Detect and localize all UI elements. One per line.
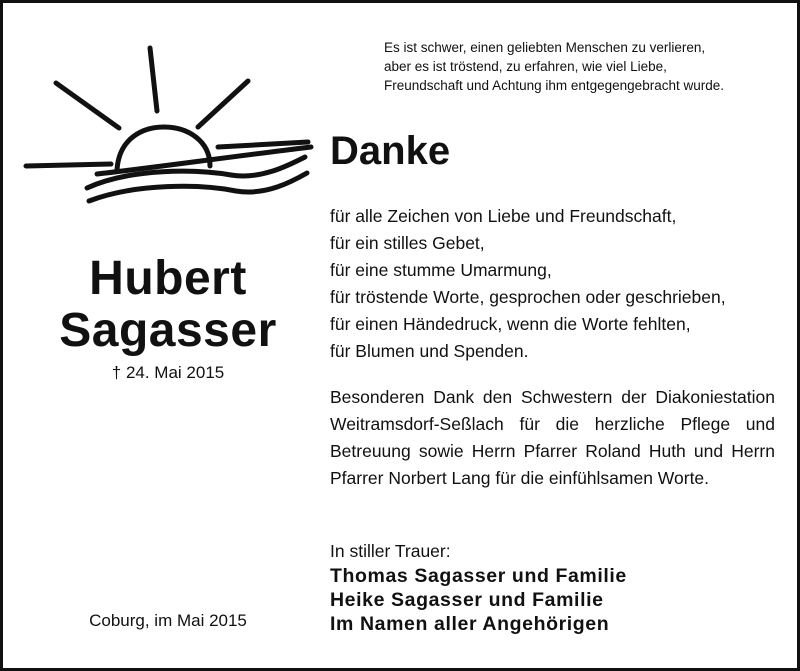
thanks-line: für tröstende Worte, gesprochen oder geschrieben, xyxy=(330,287,726,307)
place-and-date: Coburg, im Mai 2015 xyxy=(89,611,247,630)
special-thanks-line: Betreuung sowie Herrn Pfarrer Roland Huth und Herrn xyxy=(330,441,775,461)
sun-over-waves-icon xyxy=(21,43,321,213)
thanks-line: für Blumen und Spenden. xyxy=(330,341,529,361)
death-date: † 24. Mai 2015 xyxy=(111,363,225,382)
thanks-line: für ein stilles Gebet, xyxy=(330,233,485,253)
special-thanks-line: Besonderen Dank den Schwestern der Diakoniestation xyxy=(330,387,775,407)
special-thanks-line: Pfarrer Norbert Lang für die einfühlsamen Worte. xyxy=(330,468,710,488)
mourning-label: In stiller Trauer: xyxy=(330,541,451,561)
quote xyxy=(384,38,796,95)
special-thanks xyxy=(330,384,775,492)
mourner: Im Namen aller Angehörigen xyxy=(330,613,610,635)
quote-line: Es ist schwer, einen geliebten Menschen zu verlieren, xyxy=(384,40,706,55)
mourner: Thomas Sagasser und Familie xyxy=(330,565,627,587)
thanks-list xyxy=(330,203,726,365)
thanks-line: für einen Händedruck, wenn die Worte fehlten, xyxy=(330,314,691,334)
mourner: Heike Sagasser und Familie xyxy=(330,589,604,611)
quote-line: aber es ist tröstend, zu erfahren, wie viel Liebe, xyxy=(384,59,667,74)
deceased-last-name: Sagasser xyxy=(59,304,277,357)
thanks-line: für eine stumme Umarmung, xyxy=(330,260,552,280)
quote-line: Freundschaft und Achtung ihm entgegengebracht wurde. xyxy=(384,78,724,93)
deceased-first-name: Hubert xyxy=(89,252,247,305)
mourning-section xyxy=(330,538,627,636)
special-thanks-line: Weitramsdorf-Seßlach für die herzliche Pflege und xyxy=(330,414,775,434)
thanks-line: für alle Zeichen von Liebe und Freundschaft, xyxy=(330,206,677,226)
heading: Danke xyxy=(330,129,451,173)
